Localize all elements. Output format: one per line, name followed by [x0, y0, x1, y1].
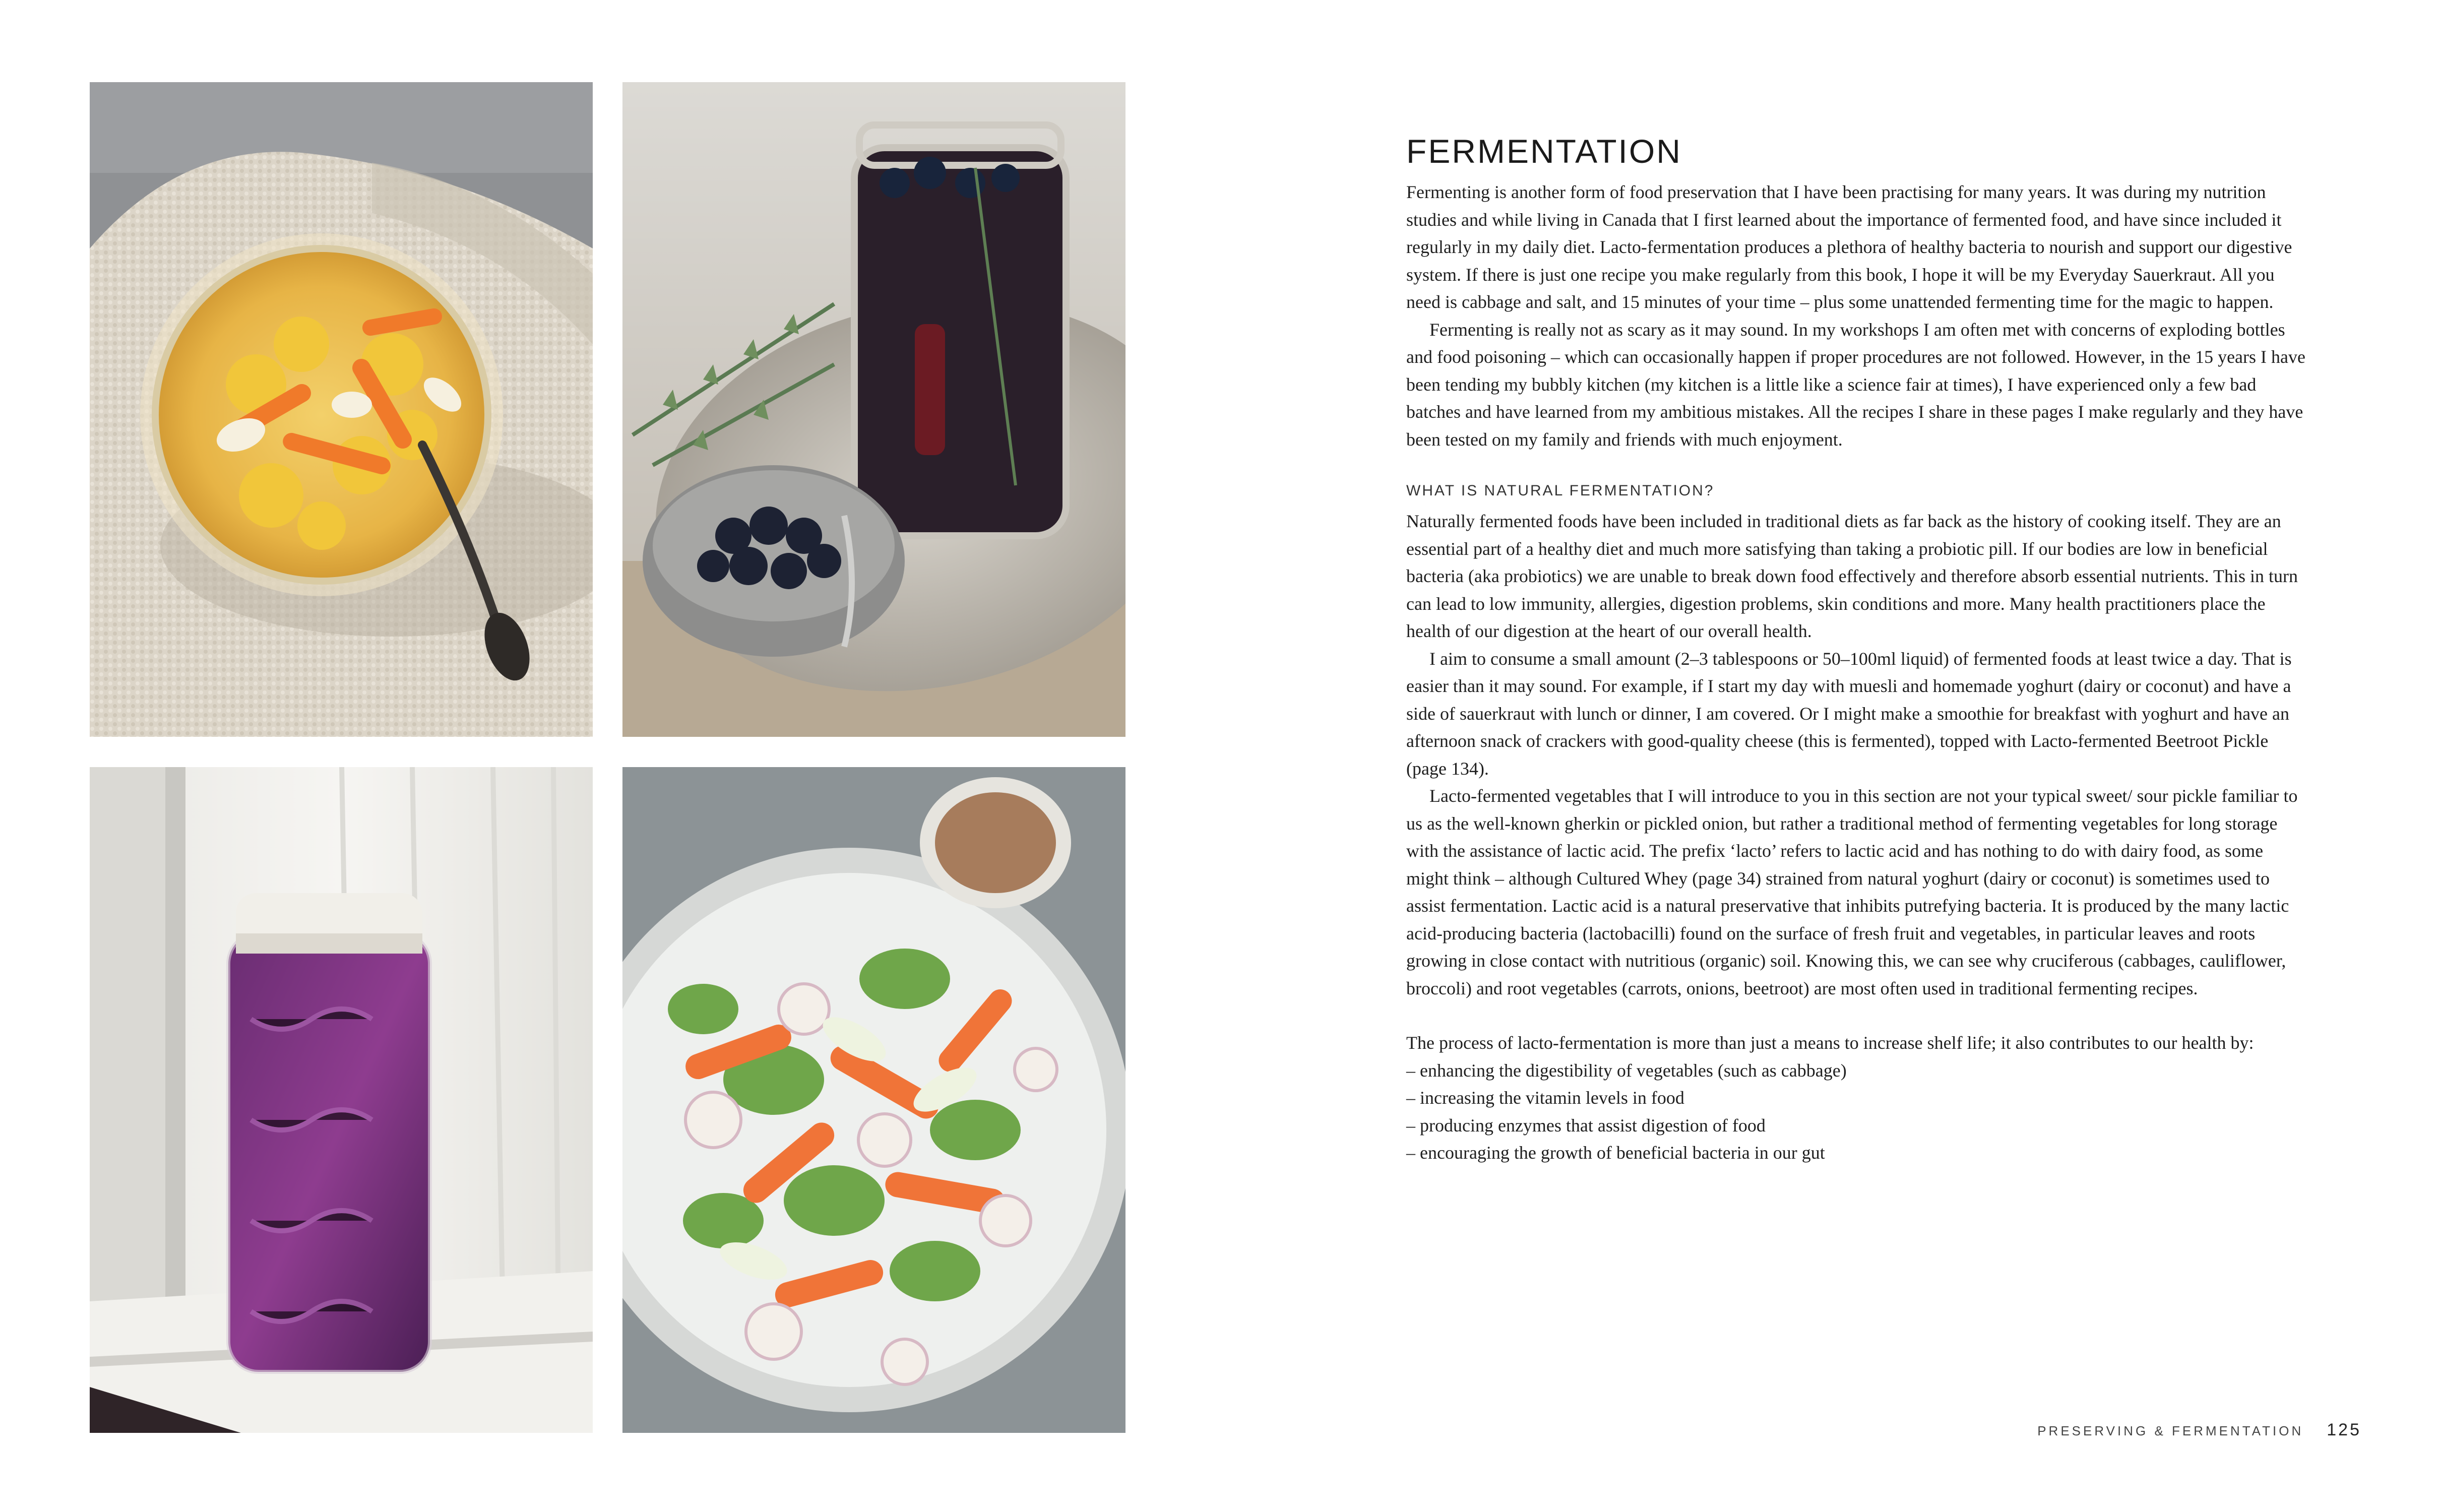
section-paragraph-3: Lacto-fermented vegetables that I will introduce to you in this section are not your typical sweet/ sour pickle familiar to us as the well-known gherkin or pickled onion, but rather a traditional method of fermenting vegetables for long storage with the assistance of lactic acid. The prefix ‘lacto’ refers to lactic acid and has nothing to do with dairy food, as some might think – although Cultured Whey (page 34) strained from natural yoghurt (dairy or coconut) is sometimes used to assist fermentation. Lactic acid is a natural preservative that inhibits putrefying bacteria. It is produced by the many lactic acid-producing bacteria (lactobacilli) found on the surface of fresh fruit and vegetables, in particular leaves and roots growing in close contact with nutritious (organic) soil. Knowing this, we can see why cruciferous (cabbages, cauliflower, broccoli) and root vegetables (carrots, onions, beetroot) are most often used in traditional fermenting recipes. [1406, 786, 2298, 998]
intro-paragraph-2: Fermenting is really not as scary as it may sound. In my workshops I am often met with concerns of exploding bottles and food poisoning – which can occasionally happen if proper procedures are not followed. However, in the 15 years I have been tending my bubbly kitchen (my kitchen is a little like a science fair at times), I have experienced only a few bad batches and have learned from my ambitious mistakes. All the recipes I share in these pages I make regularly and they have been tested on my family and friends with much enjoyment. [1406, 319, 2305, 450]
photo-red-sauerkraut-jar [90, 767, 593, 1433]
list-item: – encouraging the growth of beneficial bacteria in our gut [1406, 1143, 1825, 1163]
section-heading: WHAT IS NATURAL FERMENTATION? [1406, 482, 1715, 499]
photo-berry-jar-olive-bowl [622, 82, 1125, 737]
process-intro: The process of lacto-fermentation is more than just a means to increase shelf life; it also contributes to our health by: [1406, 1033, 2254, 1053]
intro-text [1406, 178, 2308, 453]
page-footer [2037, 1420, 2361, 1440]
section-text [1406, 508, 2308, 1167]
photo-pickled-vegetables-jar [90, 82, 593, 737]
page-number: 125 [2327, 1420, 2361, 1439]
list-item: – producing enzymes that assist digestion of food [1406, 1115, 1766, 1136]
section-paragraph-2: I aim to consume a small amount (2–3 tablespoons or 50–100ml liquid) of fermented foods at least twice a day. That is easier than it may sound. For example, if I start my day with muesli and homemade yoghurt (dairy or coconut) and have a side of sauerkraut with lunch or dinner, I am covered. Or I might make a smoothie for breakfast with yoghurt and have an afternoon snack of crackers with good-quality cheese (this is fermented), topped with Lacto-fermented Beetroot Pickle (page 134). [1406, 648, 2292, 779]
list-item: – increasing the vitamin levels in food [1406, 1088, 1684, 1108]
page-title: FERMENTATION [1406, 133, 1682, 170]
section-paragraph-1: Naturally fermented foods have been included in traditional diets as far back as the history of cooking itself. They are an essential part of a healthy diet and much more satisfying than taking a probiotic pill. If our bodies are low in beneficial bacteria (aka probiotics) we are unable to break down food effectively and therefore absorb essential nutrients. This in turn can lead to low immunity, allergies, digestion problems, skin conditions and more. Many health practitioners place the health of our digestion at the heart of our overall health. [1406, 511, 2298, 641]
benefits-list [1406, 1057, 2308, 1167]
list-item: – enhancing the digestibility of vegetables (such as cabbage) [1406, 1060, 1847, 1081]
intro-paragraph-1: Fermenting is another form of food preservation that I have been practising for many years. It was during my nutrition studies and while living in Canada that I first learned about the importance of fermented food, and have since included it regularly in my daily diet. Lacto-fermentation produces a plethora of healthy bacteria to nourish and support our digestive system. If there is just one recipe you make regularly from this book, I hope it will be my Everyday Sauerkraut. All you need is cabbage and salt, and 15 minutes of your time – plus some unattended fermenting time for the magic to happen. [1406, 182, 2292, 312]
article-column [1406, 132, 2308, 1167]
photo-vegetable-salad-bowl [622, 767, 1125, 1433]
running-head: PRESERVING & FERMENTATION [2037, 1423, 2304, 1438]
